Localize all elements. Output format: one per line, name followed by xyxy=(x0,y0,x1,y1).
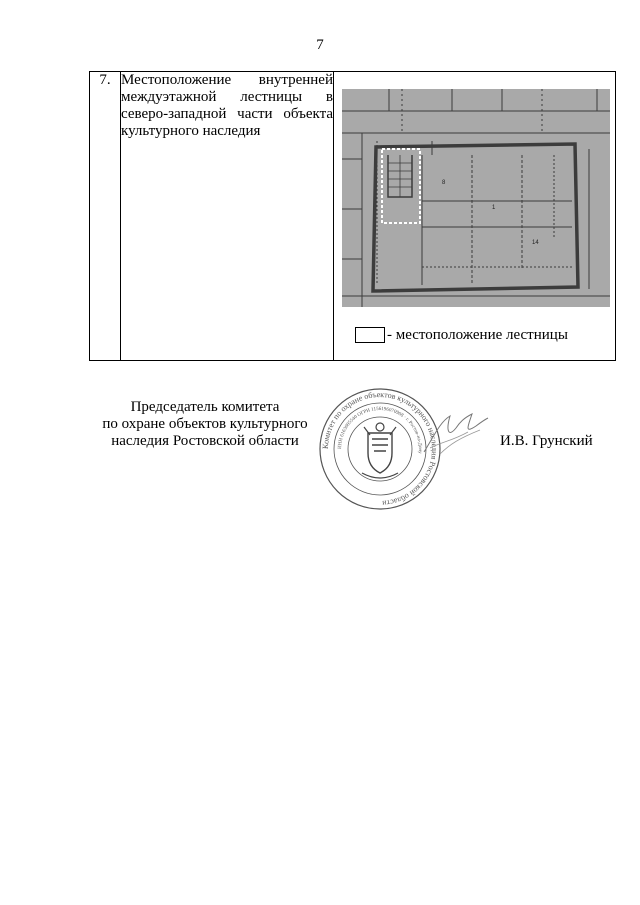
plan-legend xyxy=(355,326,568,344)
svg-text:1: 1 xyxy=(492,205,496,211)
floor-plan xyxy=(342,89,610,307)
seal-inner-text: ИНН 6163005540 ОГРН 1156196070908 · г. Ростов-на-Дону xyxy=(337,406,423,454)
objects-table xyxy=(89,71,616,361)
row-description: Местоположение внутренней междуэтажной лестницы в северо-западной части объекта культурного наследия xyxy=(121,72,333,139)
row-number: 7. xyxy=(90,72,121,361)
table-row xyxy=(90,72,616,361)
svg-text:8: 8 xyxy=(442,180,446,186)
legend-box-icon xyxy=(355,327,385,343)
row-image-cell xyxy=(334,72,616,361)
signer-position-line: наследия Ростовской области xyxy=(111,433,299,449)
svg-text:14: 14 xyxy=(532,240,539,246)
legend-text: - местоположение лестницы xyxy=(387,326,568,343)
row-description-cell xyxy=(121,72,334,361)
signer-position-line: по охране объектов культурного xyxy=(102,416,308,432)
handwritten-signature xyxy=(420,408,490,458)
signer-position xyxy=(100,399,310,450)
signer-position-line: Председатель комитета xyxy=(130,399,280,415)
page-number: 7 xyxy=(316,37,324,53)
floor-plan-image xyxy=(342,89,610,307)
signer-name: И.В. Грунский xyxy=(500,433,593,449)
seal-outer-text: Комитет по охране объектов культурного наследия Ростовской области xyxy=(320,389,440,508)
coat-of-arms-icon xyxy=(362,423,398,478)
